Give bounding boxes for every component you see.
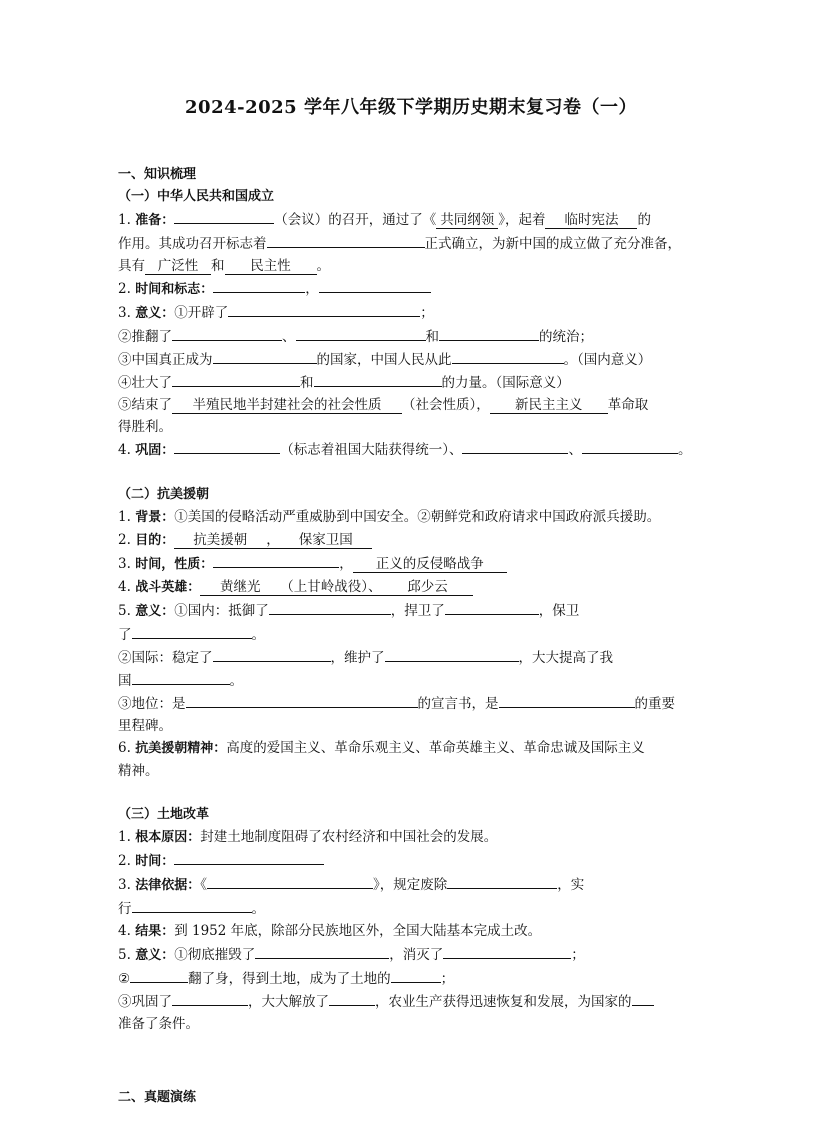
item-land-significance-4: 准备了条件。 <box>118 1016 199 1032</box>
blank-field[interactable] <box>255 943 389 959</box>
blank-field[interactable] <box>213 348 317 364</box>
blank-field[interactable] <box>296 325 426 341</box>
item-spirit-cont: 精神。 <box>118 763 159 779</box>
blank-field[interactable] <box>172 990 248 1006</box>
blank-field[interactable] <box>452 348 564 364</box>
item-time-and-sign: 2. 时间和标志： ， <box>118 277 704 301</box>
blank-field[interactable] <box>267 232 425 248</box>
item-significance-4: ④壮大了 和 的力量。（国际意义） <box>118 371 704 394</box>
item-significance-6: 得胜利。 <box>118 419 172 435</box>
blank-field[interactable] <box>132 623 252 639</box>
blank-field[interactable] <box>582 438 678 454</box>
blank-field[interactable] <box>269 599 391 615</box>
item-time-nature: 3. 时间，性质： ， 正义的反侵略战争 <box>118 552 704 576</box>
blank-field[interactable] <box>499 692 635 708</box>
item-root-cause: 1. 根本原因：封建土地制度阻碍了农村经济和中国社会的发展。 <box>118 829 498 845</box>
item-purpose: 2. 目的： 抗美援朝 ， 保家卫国 <box>118 529 704 552</box>
item-significance-3: ③中国真正成为 的国家，中国人民从此 。（国内意义） <box>118 348 704 371</box>
blank-field[interactable] <box>329 990 375 1006</box>
blank-field[interactable] <box>319 277 431 293</box>
blank-field[interactable] <box>391 967 441 983</box>
item-korean-significance-4: 国 。 <box>118 669 704 692</box>
worksheet-page <box>118 96 704 1109</box>
item-land-time: 2. 时间： <box>118 849 704 873</box>
item-korean-significance-3: ②国际：稳定了 ，维护了 ，大大提高了我 <box>118 646 704 669</box>
blank-field[interactable] <box>447 873 557 889</box>
item-legal-basis-cont: 行 。 <box>118 897 704 920</box>
page-title: 2024-2025 学年八年级下学期历史期末复习卷（一） <box>185 97 637 118</box>
item-heroes: 4. 战斗英雄： 黄继光 （上甘岭战役）、 邱少云 <box>118 576 704 599</box>
blank-field[interactable] <box>172 371 300 387</box>
filled-answer: 抗美援朝 <box>174 533 266 549</box>
item-result: 4. 结果：到 1952 年底，除部分民族地区外，全国大陆基本完成土改。 <box>118 923 542 939</box>
blank-field[interactable] <box>445 599 539 615</box>
filled-answer: 保家卫国 <box>280 533 372 549</box>
filled-answer: 共同纲领 <box>436 213 498 229</box>
filled-answer: 邱少云 <box>381 580 473 596</box>
blank-field[interactable] <box>213 552 339 568</box>
blank-field[interactable] <box>174 208 274 224</box>
item-land-significance-3: ③巩固了 ，大大解放了 ，农业生产获得迅速恢复和发展，为国家的 <box>118 990 704 1013</box>
blank-field[interactable] <box>228 301 420 317</box>
filled-answer: 黄继光 <box>200 580 280 596</box>
item-spirit: 6. 抗美援朝精神：高度的爱国主义、革命乐观主义、革命英雄主义、革命忠诚及国际主义 <box>118 740 645 756</box>
blank-field[interactable] <box>439 325 539 341</box>
blank-field[interactable] <box>213 277 305 293</box>
item-significance-5: ⑤结束了 半殖民地半封建社会的社会性质 （社会性质）， 新民主主义 革命取 <box>118 397 649 413</box>
item-korean-significance-6: 里程碑。 <box>118 718 172 734</box>
section-heading-exam-practice: 二、真题演练 <box>118 1090 197 1105</box>
blank-field[interactable] <box>132 897 252 913</box>
item-land-significance-2: ② 翻了身，得到土地，成为了土地的 ； <box>118 967 704 990</box>
blank-field[interactable] <box>385 646 519 662</box>
blank-field[interactable] <box>172 325 282 341</box>
item-background: 1. 背景：①美国的侵略活动严重威胁到中国安全。②朝鲜党和政府请求中国政府派兵援助。 <box>118 509 661 525</box>
item-korean-significance: 5. 意义：①国内：抵御了 ，捍卫了 ，保卫 <box>118 599 704 623</box>
filled-answer: 新民主主义 <box>490 398 608 414</box>
subsection-heading-land-reform: （三）土地改革 <box>118 807 210 822</box>
subsection-heading-prc-founding: （一）中华人民共和国成立 <box>118 189 275 204</box>
item-preparation-cont2: 具有 广泛性 和 民主性 。 <box>118 258 330 274</box>
subsection-heading-korean-war: （二）抗美援朝 <box>118 487 210 502</box>
item-consolidation: 4. 巩固： （标志着祖国大陆获得统一）、 、 。 <box>118 438 704 462</box>
blank-field[interactable] <box>132 669 230 685</box>
blank-field[interactable] <box>207 873 373 889</box>
filled-answer: 临时宪法 <box>545 213 637 229</box>
blank-field[interactable] <box>632 990 654 1006</box>
blank-field[interactable] <box>213 646 331 662</box>
filled-answer: 民主性 <box>225 259 317 275</box>
item-preparation: 1. 准备： （会议）的召开，通过了《 共同纲领 》，起着 临时宪法 的 <box>118 208 704 232</box>
blank-field[interactable] <box>130 967 188 983</box>
blank-field[interactable] <box>462 438 568 454</box>
blank-field[interactable] <box>314 371 442 387</box>
item-preparation-cont: 作用。其成功召开标志着 正式确立，为新中国的成立做了充分准备， <box>118 232 704 255</box>
filled-answer: 广泛性 <box>145 259 211 275</box>
blank-field[interactable] <box>174 438 280 454</box>
item-korean-significance-5: ③地位：是 的宣言书，是 的重要 <box>118 692 704 715</box>
item-land-significance: 5. 意义：①彻底摧毁了 ，消灭了 ； <box>118 943 704 967</box>
item-significance: 3. 意义：①开辟了 ； <box>118 301 704 325</box>
blank-field[interactable] <box>186 692 418 708</box>
item-korean-significance-2: 了 。 <box>118 623 704 646</box>
section-heading-knowledge: 一、知识梳理 <box>118 167 197 182</box>
filled-answer: 半殖民地半封建社会的社会性质 <box>172 398 402 414</box>
blank-field[interactable] <box>443 943 571 959</box>
blank-field[interactable] <box>174 849 324 865</box>
filled-answer: 正义的反侵略战争 <box>353 557 507 573</box>
item-significance-2: ②推翻了 、 和 的统治； <box>118 325 704 348</box>
item-legal-basis: 3. 法律依据：《 》，规定废除 ，实 <box>118 873 704 897</box>
